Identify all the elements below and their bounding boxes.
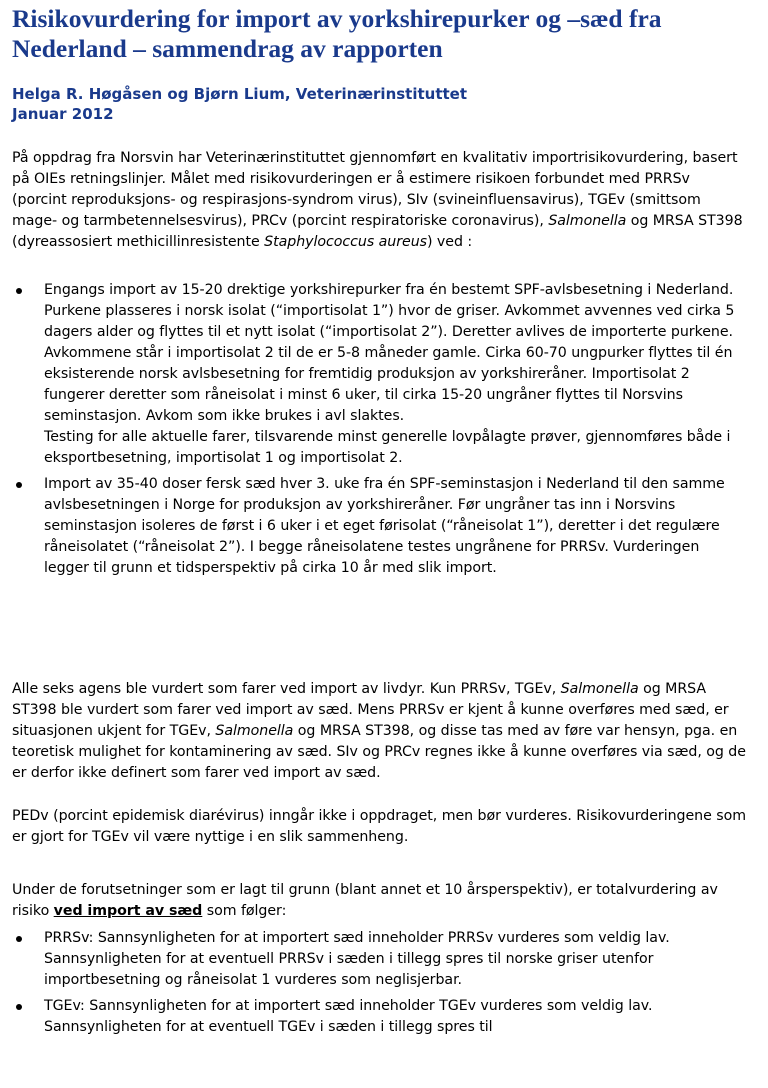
list-item-prrsv [12,928,747,991]
bullet-icon [16,1004,22,1010]
pedv-paragraph [12,806,747,848]
import-scenarios-list [12,280,747,579]
date-line: Januar 2012 [12,105,114,123]
authors-line: Helga R. Høgåsen og Bjørn Lium, Veterinærinstituttet [12,85,468,103]
hazards-text-a: Alle seks agens ble vurdert som farer ved import av livdyr. Kun PRRSv, TGEv, [12,681,561,697]
livestock-import-text: Engangs import av 15-20 drektige yorkshirepurker fra én bestemt SPF-avlsbesetning i Nederland. Purkene plasseres i norsk isolat (“importisolat 1”) hvor de griser. Avkommet avvennes ved cirka 5 dagers alder og flyttes til et nytt isolat (“importisolat 2”). Deretter avlives de importerte purkene. Avkommene står i importisolat 2 til de er 5-8 måneder gamle. Cirka 60-70 ungpurker flyttes til én eksisterende norsk avlsbesetning for fremtidig produksjon av yorkshireråner. Importisolat 2 fungerer deretter som råneisolat i minst 6 uker, til cirka 15-20 ungråner flyttes til Norsvins seminstasjon. Avkom som ikke brukes i avl slaktes. [44,282,735,424]
risk-assessment-list [12,928,747,1038]
intro-paragraph [12,148,747,253]
assessment-intro-paragraph [12,880,747,922]
assessment-text-b: som følger: [202,903,287,919]
list-item-livestock-import [12,280,747,469]
assessment-text-a: Under de forutsetninger som er lagt til grunn (blant annet et 10 årsperspektiv), er totalvurdering av risiko [12,882,718,919]
prrsv-assessment-text: PRRSv: Sannsynligheten for at importert sæd inneholder PRRSv vurderes som veldig lav. Sannsynligheten for at eventuell PRRSv i sæden i tillegg spres til norske griser utenfor importbesetning og råneisolat 1 vurderes som neglisjerbar. [44,930,670,988]
semen-import-text: Import av 35-40 doser fersk sæd hver 3. uke fra én SPF-seminstasjon i Nederland til den samme avlsbesetningen i Norge for produksjon av yorkshireråner. Før ungråner tas inn i Norsvins seminstasjon isoleres de først i 6 uker i et eget førisolat (“råneisolat 1”), deretter i det regulære råneisolatet (“råneisolat 2”). I begge råneisolatene testes ungrånene for PRRSv. Vurderingen legger til grunn et tidsperspektiv på cirka 10 år med slik import. [44,476,725,576]
intro-text-b: og MRSA ST398 (dyreassosiert methicillinresistente [12,213,743,250]
list-item-semen-import [12,474,747,579]
list-item-tgev [12,996,747,1038]
hazards-paragraph [12,679,747,784]
author-block [12,84,752,124]
hazards-text-c: og MRSA ST398, og disse tas med av føre var hensyn, pga. en teoretisk mulighet for kontaminering av sæd. SIv og PRCv regnes ikke å kunne overføres via sæd, og de er derfor ikke definert som farer ved import av sæd. [12,723,746,781]
bullet-icon [16,936,22,942]
staphylococcus-term: Staphylococcus aureus [264,234,427,250]
livestock-testing-text: Testing for alle aktuelle farer, tilsvarende minst generelle lovpålagte prøver, gjennomføres både i eksportbesetning, importisolat 1 og importisolat 2. [44,429,731,466]
salmonella-term: Salmonella [215,723,294,739]
bullet-icon [16,288,22,294]
salmonella-term: Salmonella [560,681,639,697]
hazards-text-b: og MRSA ST398 ble vurdert som farer ved import av sæd. Mens PRRSv er kjent å kunne overføres med sæd, er situasjonen ukjent for TGEv, [12,681,729,739]
emphasized-semen-import: ved import av sæd [53,903,203,919]
intro-text-a: På oppdrag fra Norsvin har Veterinærinstituttet gjennomført en kvalitativ importrisikovurdering, basert på OIEs retningslinjer. Målet med risikovurderingen er å estimere risikoen forbundet med PRRSv (porcint reproduksjons- og respirasjons-syndrom virus), SIv (svineinfluensavirus), TGEv (smittsom mage- og tarmbetennelsesvirus), PRCv (porcint respiratoriske coronavirus), [12,150,738,229]
tgev-assessment-text: TGEv: Sannsynligheten for at importert sæd inneholder TGEv vurderes som veldig lav. Sannsynligheten for at eventuell TGEv i sæden i tillegg spres til [44,998,653,1035]
intro-text-c: ) ved : [426,234,473,250]
salmonella-term: Salmonella [548,213,627,229]
document-title: Risikovurdering for import av yorkshirepurker og –sæd fra Nederland – sammendrag av rapporten [12,4,662,63]
bullet-icon [16,482,22,488]
pedv-text: PEDv (porcint epidemisk diarévirus) inngår ikke i oppdraget, men bør vurderes. Risikovurderingene som er gjort for TGEv vil være nyttige i en slik sammenheng. [12,808,746,845]
